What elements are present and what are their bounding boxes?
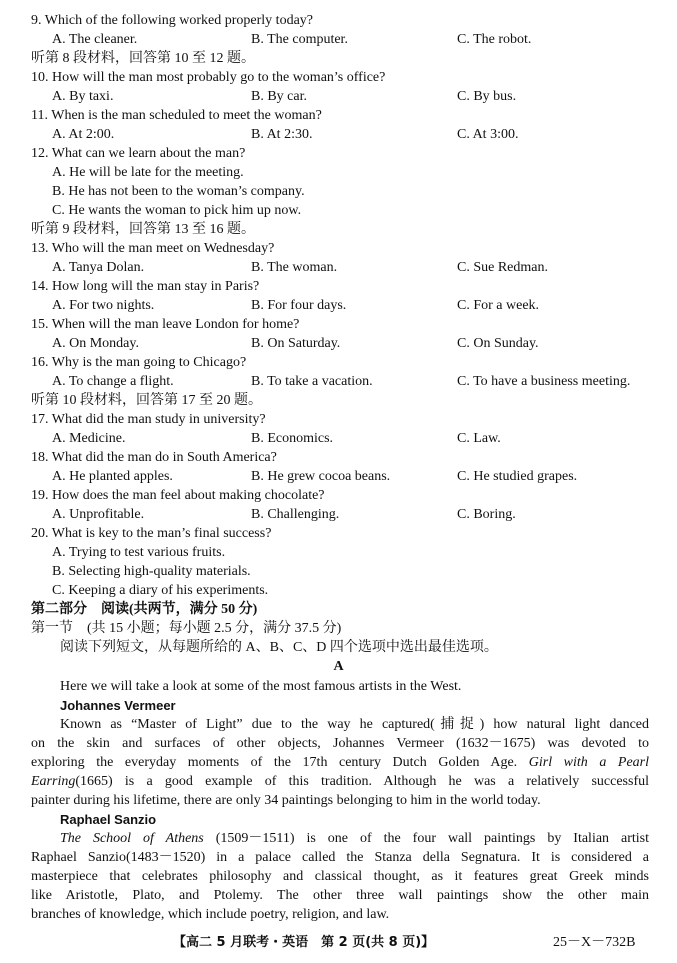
question-17-stem: 17. What did the man study in university? bbox=[31, 412, 266, 427]
question-11-options bbox=[0, 125, 677, 144]
question-12-stem: 12. What can we learn about the man? bbox=[31, 146, 246, 161]
q11-option-c[interactable]: C. At 3:00. bbox=[457, 127, 519, 142]
raphael-line-3: masterpiece that celebrates philosophy and classical thought, as it features great Greek minds bbox=[31, 869, 649, 884]
q13-option-c[interactable]: C. Sue Redman. bbox=[457, 260, 548, 275]
vermeer-line-3 bbox=[31, 753, 649, 772]
q9-option-a[interactable]: A. The cleaner. bbox=[52, 32, 138, 47]
question-20-option-b-row bbox=[0, 562, 677, 581]
question-10-stem: 10. How will the man most probably go to the woman’s office? bbox=[31, 70, 386, 85]
question-9-stem: 9. Which of the following worked properly today? bbox=[31, 13, 314, 28]
question-12-option-b-row bbox=[0, 182, 677, 201]
q15-option-b[interactable]: B. On Saturday. bbox=[251, 336, 341, 351]
raphael-line-5: branches of knowledge, which include poetry, religion, and law. bbox=[31, 907, 390, 922]
q9-option-b[interactable]: B. The computer. bbox=[251, 32, 348, 47]
q16-option-a[interactable]: A. To change a flight. bbox=[52, 374, 174, 389]
q20-option-b[interactable]: B. Selecting high-quality materials. bbox=[52, 564, 251, 579]
section-9-instruction: 听第 9 段材料，回答第 13 至 16 题。 bbox=[31, 222, 255, 237]
q20-option-c[interactable]: C. Keeping a diary of his experiments. bbox=[52, 583, 269, 598]
q18-option-a[interactable]: A. He planted apples. bbox=[52, 469, 173, 484]
q17-option-c[interactable]: C. Law. bbox=[457, 431, 501, 446]
q20-option-a[interactable]: A. Trying to test various fruits. bbox=[52, 545, 226, 560]
footer-label: 【高二 5 月联考・英语 第 2 页(共 8 页)】 bbox=[173, 935, 435, 950]
raphael-line-4: like Aristotle, Plato, and Ptolemy. The other three wall paintings show the other main bbox=[31, 888, 649, 903]
q15-option-c[interactable]: C. On Sunday. bbox=[457, 336, 539, 351]
vermeer-line-1: Known as “Master of Light” due to the way he captured(捕捉) how natural light danced bbox=[60, 717, 649, 732]
question-12-option-c-row bbox=[0, 201, 677, 220]
q18-option-c[interactable]: C. He studied grapes. bbox=[457, 469, 578, 484]
painting-title-athens: The School of Athens bbox=[60, 831, 204, 846]
q12-option-b[interactable]: B. He has not been to the woman’s company. bbox=[52, 184, 305, 199]
question-17-options bbox=[0, 429, 677, 448]
section-10-instruction: 听第 10 段材料，回答第 17 至 20 题。 bbox=[31, 393, 262, 408]
vermeer-line-2: on the skin and surfaces of other objects, Johannes Vermeer (1632－1675) was devoted to bbox=[31, 736, 649, 751]
part-2-section-1: 第一节 (共 15 小题；每小题 2.5 分，满分 37.5 分) bbox=[31, 621, 342, 636]
vermeer-line-3-text: exploring the everyday moments of the 17th century Dutch Golden Age. bbox=[31, 755, 518, 770]
question-19-options bbox=[0, 505, 677, 524]
passage-letter: A bbox=[333, 659, 344, 674]
question-15-stem: 15. When will the man leave London for home? bbox=[31, 317, 300, 332]
q13-option-b[interactable]: B. The woman. bbox=[251, 260, 338, 275]
question-20-stem: 20. What is key to the man’s final success? bbox=[31, 526, 272, 541]
part-2-title: 第二部分 阅读(共两节，满分 50 分) bbox=[31, 602, 258, 617]
heading-raphael: Raphael Sanzio bbox=[60, 812, 157, 827]
q18-option-b[interactable]: B. He grew cocoa beans. bbox=[251, 469, 391, 484]
q14-option-c[interactable]: C. For a week. bbox=[457, 298, 540, 313]
q10-option-c[interactable]: C. By bus. bbox=[457, 89, 517, 104]
q9-option-c[interactable]: C. The robot. bbox=[457, 32, 532, 47]
q16-option-c[interactable]: C. To have a business meeting. bbox=[457, 374, 631, 389]
question-16-options bbox=[0, 372, 677, 391]
q19-option-b[interactable]: B. Challenging. bbox=[251, 507, 340, 522]
raphael-line-1 bbox=[31, 829, 649, 848]
painting-title-pearl-1: Girl with a Pearl bbox=[528, 755, 649, 770]
q15-option-a[interactable]: A. On Monday. bbox=[52, 336, 139, 351]
q17-option-b[interactable]: B. Economics. bbox=[251, 431, 334, 446]
q16-option-b[interactable]: B. To take a vacation. bbox=[251, 374, 373, 389]
q17-option-a[interactable]: A. Medicine. bbox=[52, 431, 126, 446]
part-2-instruction: 阅读下列短文，从每题所给的 A、B、C、D 四个选项中选出最佳选项。 bbox=[60, 640, 498, 655]
raphael-line-2: Raphael Sanzio(1483－1520) in a palace called the Stanza della Segnatura. It is considered a bbox=[31, 850, 649, 865]
section-8-instruction: 听第 8 段材料，回答第 10 至 12 题。 bbox=[31, 51, 255, 66]
question-10-options bbox=[0, 87, 677, 106]
question-14-stem: 14. How long will the man stay in Paris? bbox=[31, 279, 260, 294]
question-9-options bbox=[0, 30, 677, 49]
question-20-option-a-row bbox=[0, 543, 677, 562]
q11-option-a[interactable]: A. At 2:00. bbox=[52, 127, 115, 142]
vermeer-line-4 bbox=[31, 772, 649, 791]
question-13-options bbox=[0, 258, 677, 277]
painting-title-pearl-2: Earring bbox=[31, 774, 76, 789]
question-11-stem: 11. When is the man scheduled to meet the woman? bbox=[31, 108, 322, 123]
question-14-options bbox=[0, 296, 677, 315]
page-footer bbox=[0, 933, 677, 953]
question-19-stem: 19. How does the man feel about making chocolate? bbox=[31, 488, 325, 503]
question-13-stem: 13. Who will the man meet on Wednesday? bbox=[31, 241, 275, 256]
q10-option-b[interactable]: B. By car. bbox=[251, 89, 307, 104]
q14-option-a[interactable]: A. For two nights. bbox=[52, 298, 155, 313]
q14-option-b[interactable]: B. For four days. bbox=[251, 298, 347, 313]
q10-option-a[interactable]: A. By taxi. bbox=[52, 89, 114, 104]
question-18-options bbox=[0, 467, 677, 486]
passage-intro: Here we will take a look at some of the most famous artists in the West. bbox=[60, 679, 462, 694]
q19-option-c[interactable]: C. Boring. bbox=[457, 507, 516, 522]
question-20-option-c-row bbox=[0, 581, 677, 600]
q19-option-a[interactable]: A. Unprofitable. bbox=[52, 507, 145, 522]
q13-option-a[interactable]: A. Tanya Dolan. bbox=[52, 260, 145, 275]
q12-option-a[interactable]: A. He will be late for the meeting. bbox=[52, 165, 244, 180]
q11-option-b[interactable]: B. At 2:30. bbox=[251, 127, 313, 142]
question-18-stem: 18. What did the man do in South America? bbox=[31, 450, 277, 465]
vermeer-line-5: painter during his lifetime, there are only 34 paintings belonging to him in the world today. bbox=[31, 793, 541, 808]
question-12-option-a-row bbox=[0, 163, 677, 182]
vermeer-line-4-text: (1665) is a good example of this tradition. Although he was a relatively successful bbox=[75, 774, 649, 789]
question-16-stem: 16. Why is the man going to Chicago? bbox=[31, 355, 247, 370]
question-15-options bbox=[0, 334, 677, 353]
heading-vermeer: Johannes Vermeer bbox=[60, 698, 176, 713]
raphael-line-1-text: (1509－1511) is one of the four wall paintings by Italian artist bbox=[215, 831, 649, 846]
footer-code: 25－X－732B bbox=[553, 935, 636, 950]
q12-option-c[interactable]: C. He wants the woman to pick him up now. bbox=[52, 203, 302, 218]
